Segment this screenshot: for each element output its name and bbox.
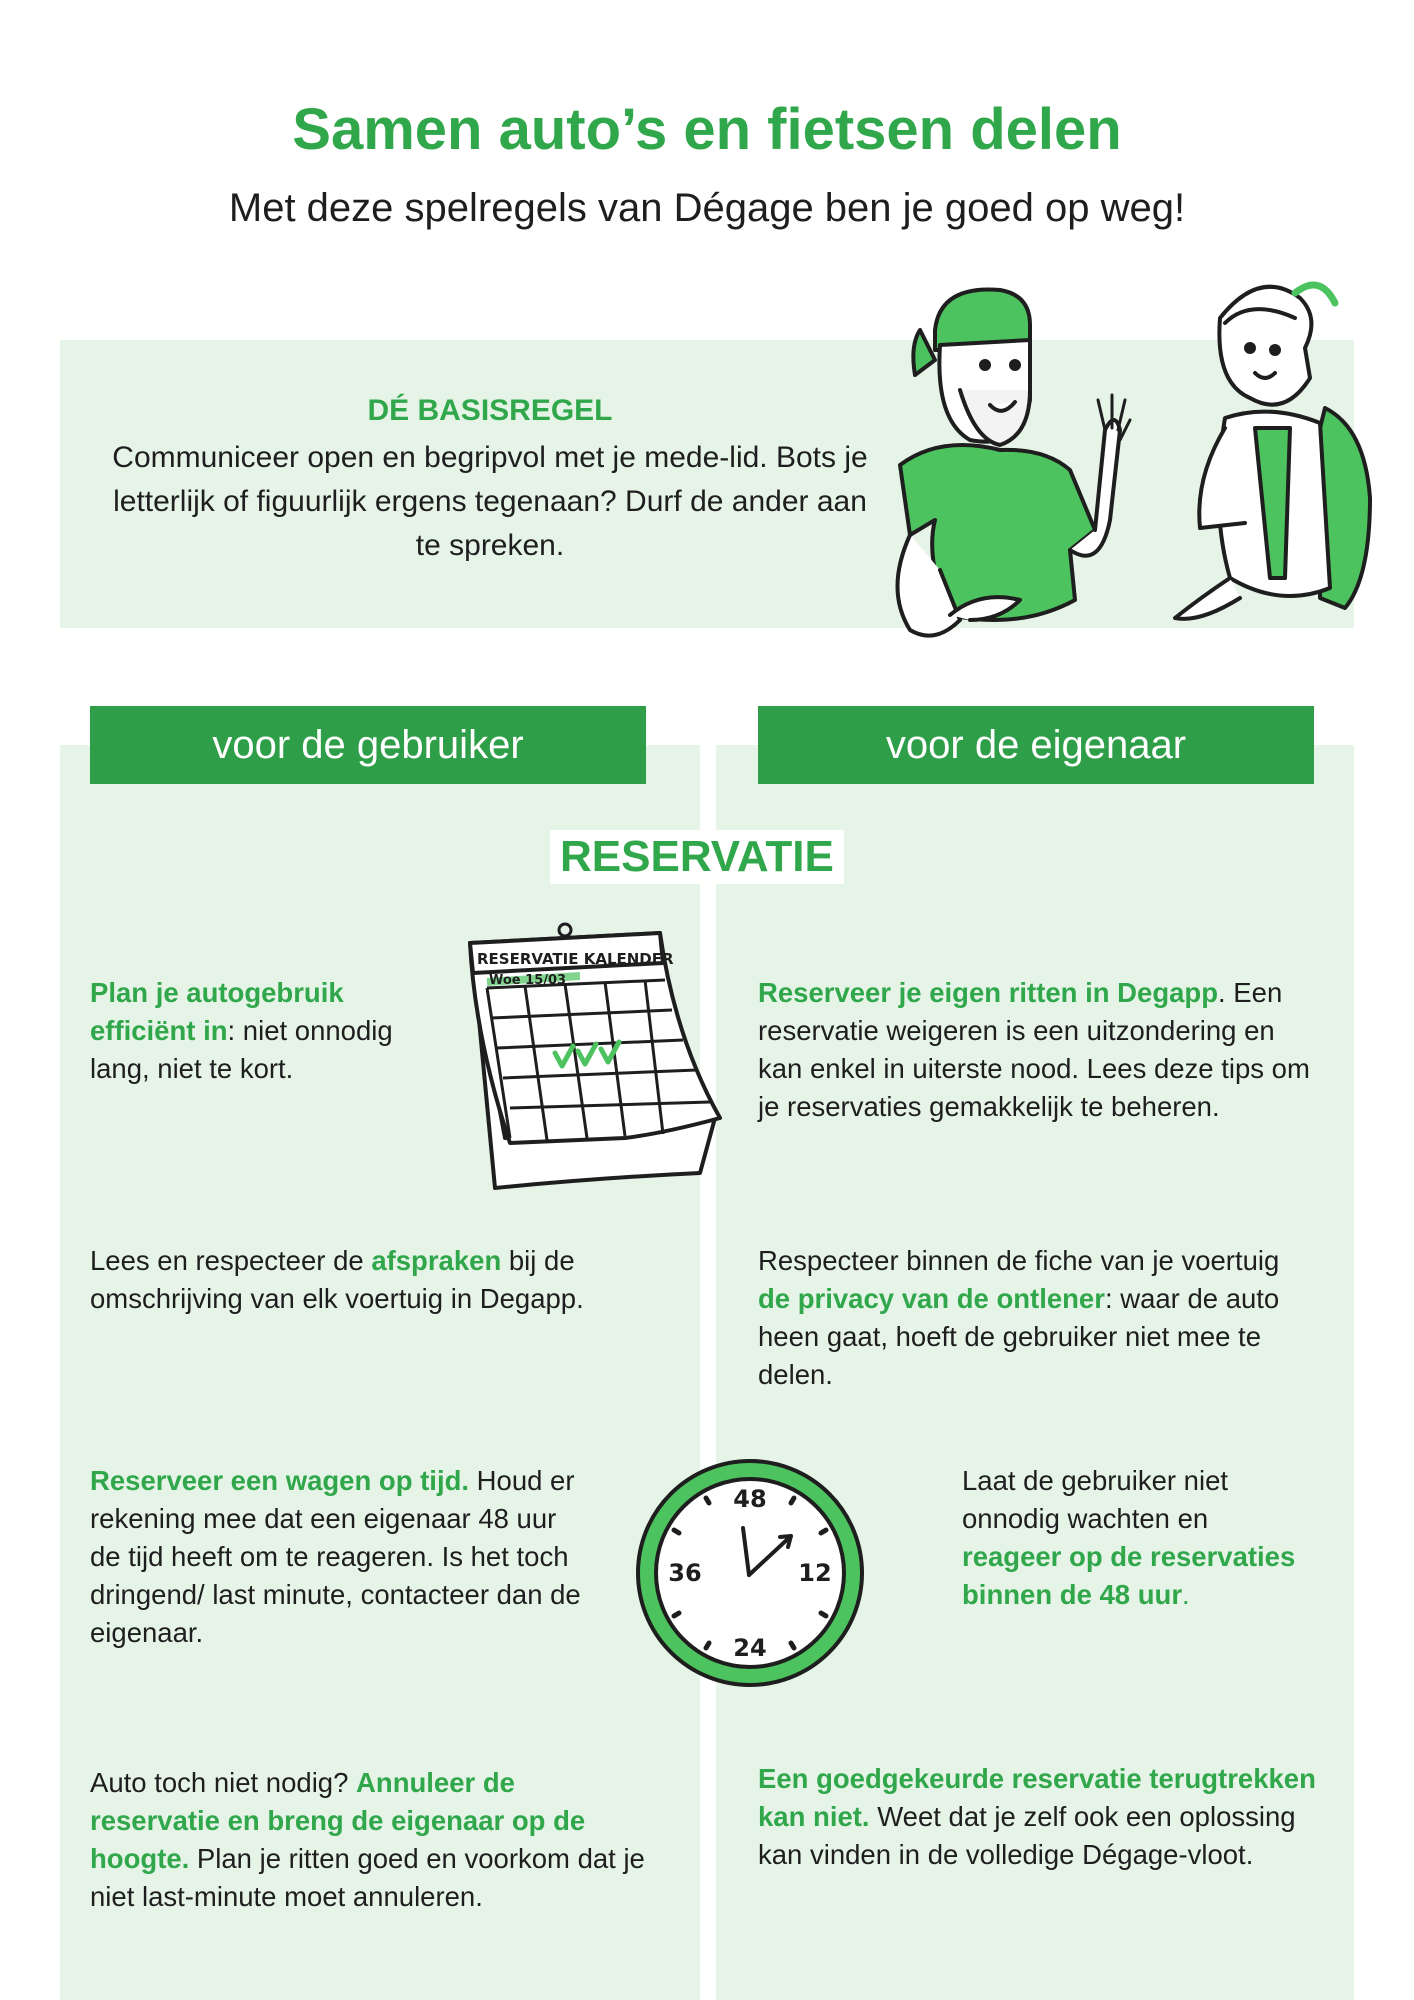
clock-label-top: 48 [733,1485,767,1513]
user-item-4-text: Plan je ritten goed en voorkom dat je niet last-minute moet annuleren. [90,1843,645,1912]
user-item-4-highlight: Annuleer de reservatie en breng de eigenaar op de hoogte. [90,1767,586,1874]
owner-item-4-text: Weet dat je zelf ook een oplossing kan vinden in de volledige Dégage-vloot. [758,1801,1296,1870]
clock-label-left: 36 [668,1559,702,1587]
user-item-2-highlight: afspraken [371,1245,502,1276]
basisregel-text: Communiceer open en begripvol met je mede-lid. Bots je letterlijk of figuurlijk ergens tegenaan? Durf de ander aan te spreken. [112,441,868,562]
owner-item-3-lead: Laat de gebruiker niet onnodig wachten en [962,1465,1229,1534]
basisregel-title: DÉ BASISREGEL [367,394,613,427]
page-subtitle: Met deze spelregels van Dégage ben je goed op weg! [228,186,1186,230]
clock-label-right: 12 [798,1559,832,1587]
calendar-icon [465,918,725,1198]
user-item-2-lead: Lees en respecteer de [90,1245,372,1276]
owner-item-2 [758,1242,1318,1394]
owner-item-2-highlight: de privacy van de ontlener [758,1283,1105,1314]
owner-item-3-text: . [1182,1579,1190,1610]
user-item-1-highlight: Plan je autogebruik efficiënt in [90,977,344,1046]
owner-item-4 [758,1760,1318,1874]
owner-item-4-highlight: Een goedgekeurde reservatie terugtrekken kan niet. [758,1763,1316,1832]
man-with-cap-illustration [880,270,1130,650]
owner-item-1-highlight: Reserveer je eigen ritten in Degapp [758,977,1219,1008]
woman-with-backpack-illustration [1170,278,1380,648]
user-item-2-text: bij de omschrijving van elk voertuig in Degapp. [90,1245,584,1314]
owner-item-2-lead: Respecteer binnen de fiche van je voertuig [758,1245,1280,1276]
clock-icon [625,1448,875,1698]
user-item-3-text: Houd er rekening mee dat een eigenaar 48 uur de tijd heeft om te reageren. Is het toch dringend/ last minute, contacteer dan de eigenaar. [90,1465,581,1648]
owner-item-2-text: : waar de auto heen gaat, hoeft de gebruiker niet mee te delen. [758,1283,1280,1390]
calendar-date: Woe 15/03 [489,973,567,988]
user-item-4 [90,1764,650,1916]
owner-item-3 [962,1462,1302,1614]
clock-label-bottom: 24 [733,1634,767,1662]
user-item-1 [90,974,410,1088]
user-item-1-text: : niet onnodig lang, niet te kort. [90,1015,393,1084]
owner-item-1 [758,974,1318,1126]
owner-item-3-highlight: reageer op de reservaties binnen de 48 uur [962,1541,1296,1610]
page-title: Samen auto’s en fietsen delen [292,97,1122,162]
user-item-4-lead: Auto toch niet nodig? [90,1767,357,1798]
user-item-3-highlight: Reserveer een wagen op tijd. [90,1465,470,1496]
owner-item-1-text: . Een reservatie weigeren is een uitzondering en kan enkel in uiterste nood. Lees deze tips om je reservaties gemakkelijk te beheren. [758,977,1310,1122]
user-item-2 [90,1242,630,1318]
user-item-3 [90,1462,590,1652]
calendar-heading: RESERVATIE KALENDER [477,950,674,968]
owner-column-header: voor de eigenaar [758,706,1314,784]
user-column-header: voor de gebruiker [90,706,646,784]
section-title-reservatie: RESERVATIE [550,830,844,884]
